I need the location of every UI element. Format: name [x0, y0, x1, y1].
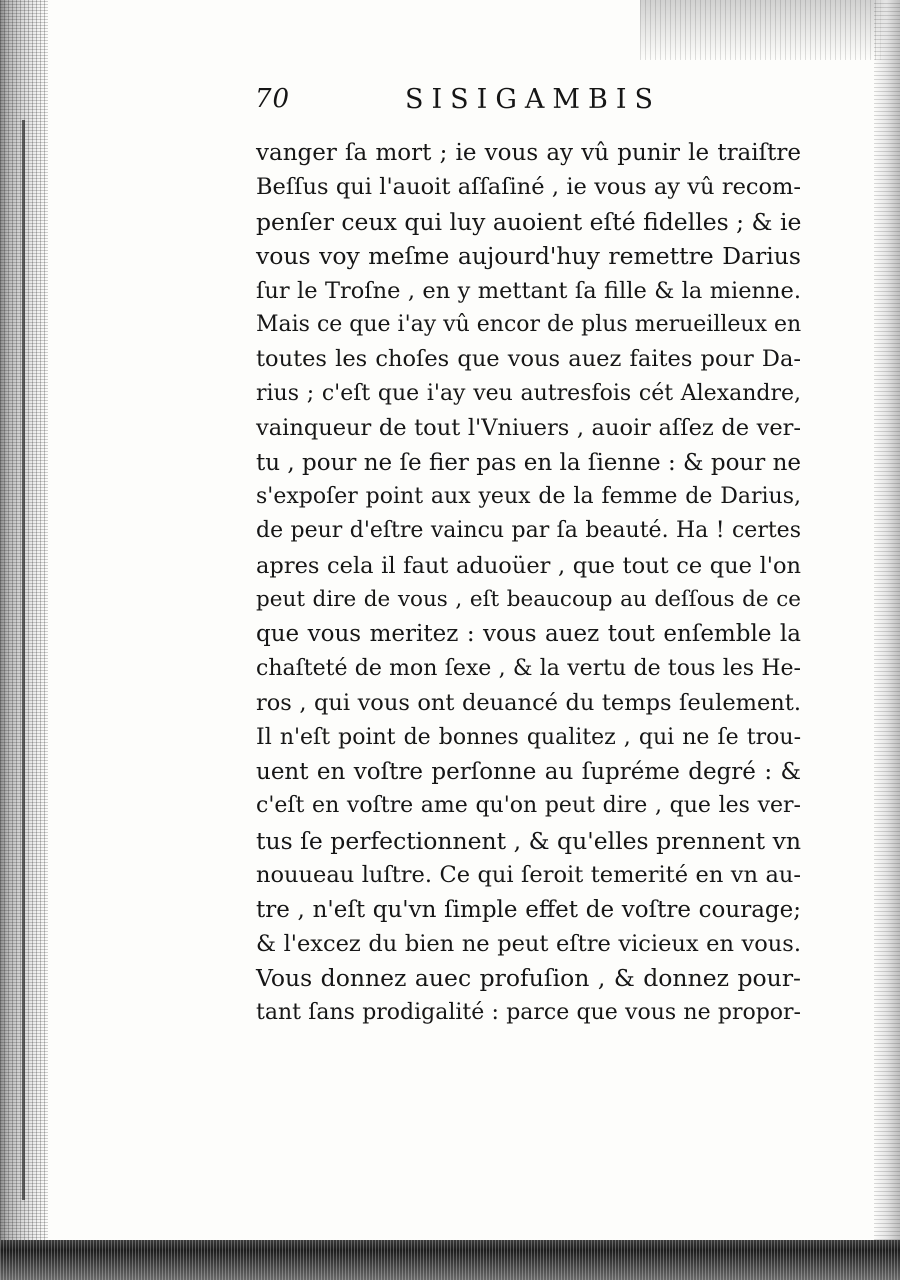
text-line: tu , pour ne ſe fier pas en la ſienne : & pour ne — [256, 449, 801, 476]
running-title: SISIGAMBIS — [405, 84, 662, 115]
text-line: chaſteté de mon ſexe , & la vertu de tous les He- — [256, 655, 801, 681]
text-line: de peur d'eſtre vaincu par ſa beauté. Ha ! certes — [256, 518, 801, 544]
text-line: vainqueur de tout l'Vniuers , auoir aſſez de ver- — [256, 415, 801, 442]
text-line: peut dire de vous , eſt beaucoup au deſſous de ce — [256, 587, 801, 613]
text-line: ſur le Troſne , en y mettant ſa fille & la mienne. — [256, 277, 801, 304]
text-line: Il n'eſt point de bonnes qualitez , qui ne ſe trou- — [256, 724, 801, 750]
text-line: que vous meritez : vous auez tout enſemble la — [256, 621, 801, 648]
text-line: penſer ceux qui luy auoient eſté fidelles ; & ie — [256, 207, 802, 236]
text-line: vous voy meſme aujourd'huy remettre Darius — [256, 242, 801, 271]
text-line: tus ſe perfectionnent , & qu'elles prennent vn — [256, 826, 801, 855]
text-line: rius ; c'eſt que i'ay veu autresfois cét Alexandre, — [256, 380, 801, 406]
body-text — [256, 136, 801, 1030]
page-number: 70 — [255, 84, 291, 114]
text-line: s'expoſer point aux yeux de la femme de Darius, — [256, 483, 801, 509]
text-line: nouueau luſtre. Ce qui ſeroit temerité en vn au- — [256, 862, 801, 889]
scan-noise-bottom — [0, 1240, 900, 1280]
scan-noise-top — [640, 0, 900, 60]
text-line: Mais ce que i'ay vû encor de plus merueilleux en — [256, 311, 802, 337]
text-line: Beſſus qui l'auoit aſſaſiné , ie vous ay vû recom- — [256, 174, 801, 201]
text-line: vanger ſa mort ; ie vous ay vû punir le traiſtre — [256, 140, 801, 166]
text-line: toutes les choſes que vous auez faites pour Da- — [256, 346, 801, 373]
gutter-line — [22, 120, 25, 1200]
text-line: tre , n'eſt qu'vn ſimple effet de voſtre courage; — [256, 896, 801, 923]
text-line: & l'excez du bien ne peut eſtre vicieux en vous. — [256, 930, 801, 957]
page-header — [255, 82, 675, 122]
text-line: apres cela il faut aduoüer , que tout ce que l'on — [256, 552, 801, 579]
text-line: c'eſt en voſtre ame qu'on peut dire , que les ver- — [256, 793, 801, 819]
scan-noise-right — [874, 0, 900, 1280]
text-line: tant ſans prodigalité : parce que vous ne propor- — [256, 999, 801, 1025]
text-line: Vous donnez auec profuſion , & donnez pour- — [256, 964, 801, 993]
text-line: uent en voſtre perſonne au ſupréme degré : & — [256, 759, 801, 786]
text-line: ros , qui vous ont deuancé du temps ſeulement. — [256, 690, 801, 717]
